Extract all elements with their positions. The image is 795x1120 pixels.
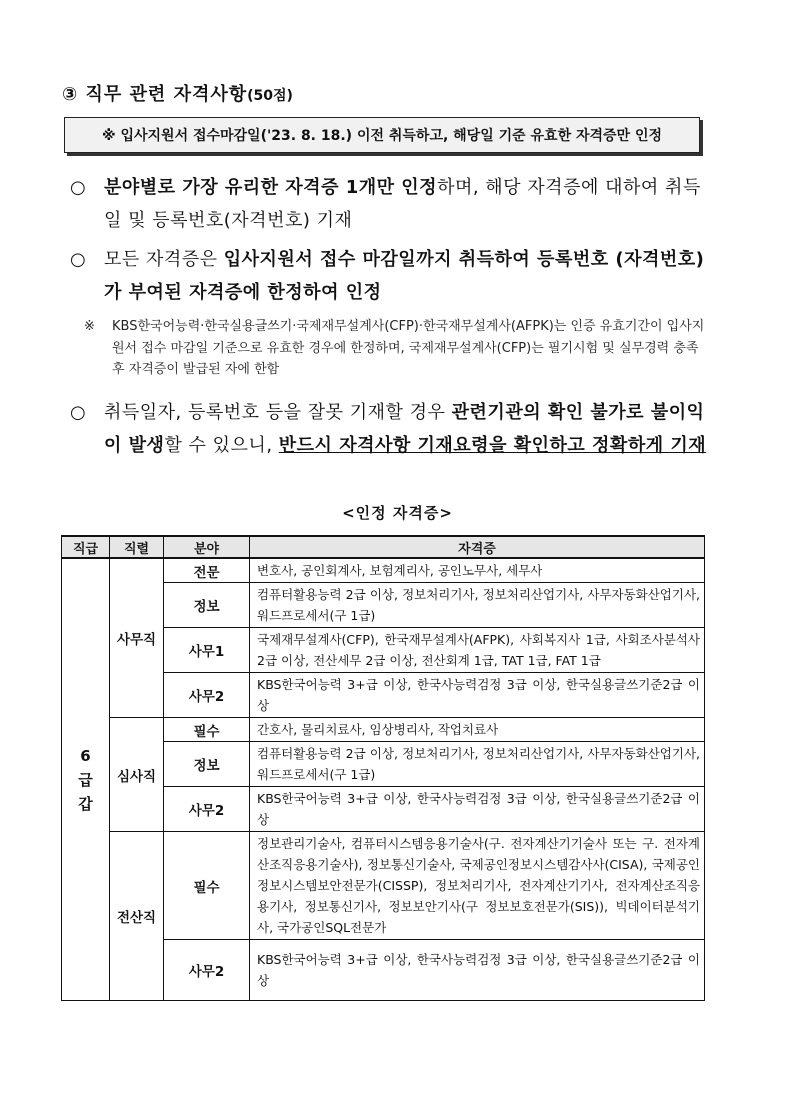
job-series-cell: 심사직 [110,718,164,832]
certificate-cell: 컴퓨터활용능력 2급 이상, 정보처리기사, 정보처리산업기사, 사무자동화산업기사, 워드프로세서(구 1급) [250,583,705,628]
certificate-cell: 간호사, 물리치료사, 임상병리사, 작업치료사 [250,718,705,742]
certificate-cell: 컴퓨터활용능력 2급 이상, 정보처리기사, 정보처리산업기사, 사무자동화산업기사, 워드프로세서(구 1급) [250,742,705,787]
certificate-cell: 국제재무설계사(CFP), 한국재무설계사(AFPK), 사회복지사 1급, 사회조사분석사 2급 이상, 전산세무 2급 이상, 전산회계 1급, TAT 1급, FAT 1급 [250,628,705,673]
field-cell: 정보 [164,742,250,787]
circle-bullet-icon: ○ [70,177,87,198]
table-row [62,558,705,583]
certificate-table [61,535,705,1001]
bullet-text: 하며, 해당 자격증에 대하여 취득일 및 등록번호(자격번호) 기재 [104,177,701,231]
circle-bullet-icon: ○ [70,249,87,270]
bullet-text: 취득일자, 등록번호 등을 잘못 기재할 경우 [104,402,452,423]
circle-bullet-icon: ○ [70,402,87,423]
bullet-bold-text: 관련기관의 확인 불가로 불이익이 발생 [104,402,705,456]
header-field: 분야 [164,536,250,558]
field-cell: 사무2 [164,787,250,832]
header-certificate: 자격증 [250,536,705,558]
reference-mark-icon: ※ [84,319,95,334]
section-heading [62,80,293,106]
certificate-cell: KBS한국어능력 3+급 이상, 한국사능력검정 3급 이상, 한국실용글쓰기준2급 이상 [250,787,705,832]
bullet-bold-text: 분야별로 가장 유리한 자격증 1개만 인정 [104,177,438,198]
job-series-cell: 사무직 [110,558,164,718]
certificate-cell: 변호사, 공인회계사, 보험계리사, 공인노무사, 세무사 [250,558,705,583]
certificate-cell: 정보관리기술사, 컴퓨터시스템응용기술사(구. 전자계산기기술사 또는 구. 전자계산조직응용기술사), 정보통신기술사, 국제공인정보시스템감사사(CISA), 국제공인정보시스템보안전문가(CISSP), 정보처리기사, 전자계산기기사, 전자계산조직응용기사, 정보통신기사, 정보보안기사(구 정보보호전문가(SIS)), 빅데이터분석기사, 국가공인SQL전문가 [250,832,705,940]
field-cell: 전문 [164,558,250,583]
field-cell: 필수 [164,718,250,742]
certificate-cell: KBS한국어능력 3+급 이상, 한국사능력검정 3급 이상, 한국실용글쓰기준2급 이상 [250,940,705,1001]
bullet-bold-text: 입사지원서 접수 마감일까지 취득하여 등록번호 (자격번호)가 부여된 자격증에 한정하여 인정 [104,249,705,303]
header-job-series: 직렬 [110,536,164,558]
bullet-bold-underlined-text: 반드시 자격사항 기재요령을 확인하고 정확하게 기재 [278,435,707,456]
certificate-cell: KBS한국어능력 3+급 이상, 한국사능력검정 3급 이상, 한국실용글쓰기준2급 이상 [250,673,705,718]
section-title: ③ 직무 관련 자격사항 [62,84,248,105]
field-cell: 정보 [164,583,250,628]
field-cell: 사무2 [164,940,250,1001]
bullet-item [70,243,710,309]
field-cell: 필수 [164,832,250,940]
field-cell: 사무2 [164,673,250,718]
notice-text: ※ 입사지원서 접수마감일('23. 8. 18.) 이전 취득하고, 해당일 기준 유효한 자격증만 인정 [101,128,662,144]
grade-cell: 6 급 갑 [62,558,110,1001]
bullet-text: 모든 자격증은 [104,249,224,270]
table-row [62,718,705,742]
reference-note [84,316,714,381]
bullet-item [70,171,710,237]
notice-box [64,117,700,153]
table-header-row [62,536,705,558]
section-points: (50점) [247,88,293,104]
job-series-cell: 전산직 [110,832,164,1001]
bullet-item [70,396,710,462]
bullet-text: 할 수 있으니, [164,435,279,456]
note-text: KBS한국어능력·한국실용글쓰기·국제재무설계사(CFP)·한국재무설계사(AFPK)는 인증 유효기간이 입사지원서 접수 마감일 기준으로 유효한 경우에 한정하며, 국제재무설계사(CFP)는 필기시험 및 실무경력 충족 후 자격증이 발급된 자에 한함 [112,319,705,377]
field-cell: 사무1 [164,628,250,673]
table-caption: <인정 자격증> [342,504,453,522]
table-row [62,832,705,940]
header-grade: 직급 [62,536,110,558]
